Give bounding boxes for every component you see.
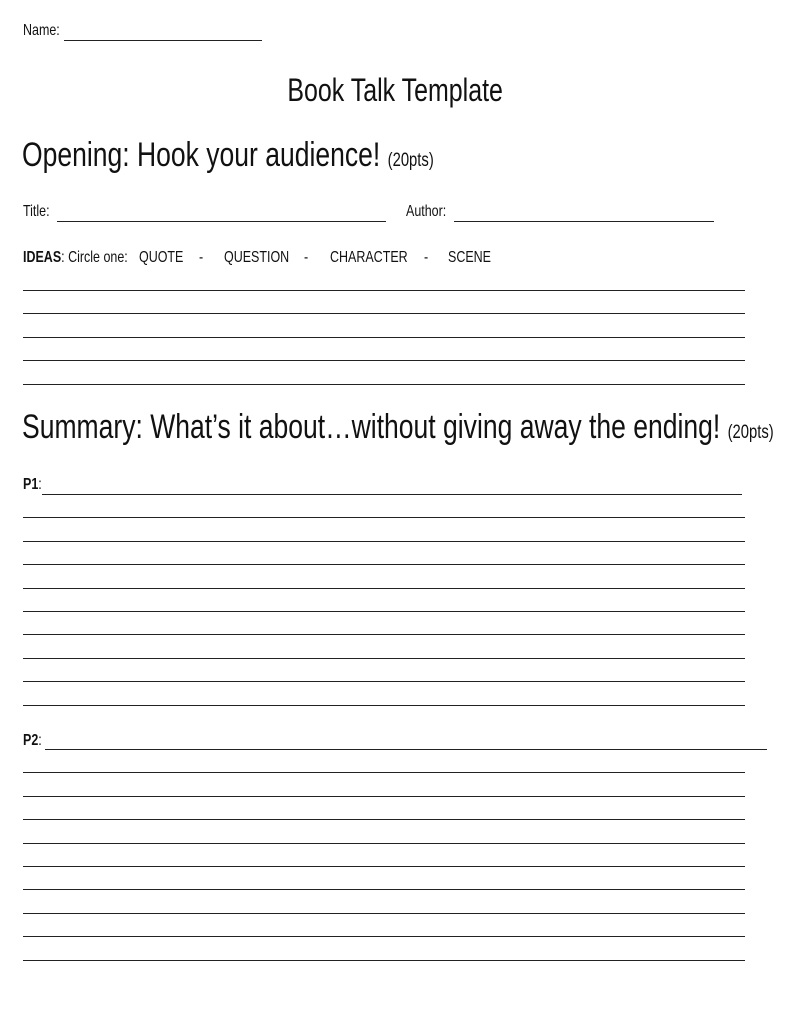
p2-writing-line[interactable] bbox=[23, 866, 745, 867]
title-input-line[interactable] bbox=[57, 221, 386, 222]
idea-separator: - bbox=[199, 249, 204, 266]
p2-writing-line[interactable] bbox=[23, 819, 745, 820]
opening-writing-line[interactable] bbox=[23, 337, 745, 338]
idea-option-quote[interactable]: QUOTE bbox=[139, 249, 184, 266]
author-label: Author: bbox=[406, 203, 447, 220]
idea-option-question[interactable]: QUESTION bbox=[224, 249, 290, 266]
ideas-label: IDEAS bbox=[23, 249, 62, 266]
p1-writing-line[interactable] bbox=[23, 541, 745, 542]
p1-first-line[interactable] bbox=[42, 494, 742, 495]
ideas-prompt: IDEAS: Circle one: bbox=[23, 249, 128, 266]
p2-writing-line[interactable] bbox=[23, 889, 745, 890]
p2-writing-line[interactable] bbox=[23, 796, 745, 797]
p1-writing-line[interactable] bbox=[23, 681, 745, 682]
name-label: Name: bbox=[23, 22, 60, 39]
p1-writing-line[interactable] bbox=[23, 634, 745, 635]
idea-option-scene[interactable]: SCENE bbox=[448, 249, 491, 266]
p1-writing-line[interactable] bbox=[23, 658, 745, 659]
summary-heading: Summary: What’s it about…without giving away the ending! (20pts) bbox=[22, 408, 774, 446]
p1-writing-line[interactable] bbox=[23, 705, 745, 706]
p2-writing-line[interactable] bbox=[23, 936, 745, 937]
p1-writing-line[interactable] bbox=[23, 588, 745, 589]
idea-option-character[interactable]: CHARACTER bbox=[330, 249, 408, 266]
p2-first-line[interactable] bbox=[45, 749, 767, 750]
opening-heading: Opening: Hook your audience! (20pts) bbox=[22, 136, 434, 174]
p2-writing-line[interactable] bbox=[23, 913, 745, 914]
idea-separator: - bbox=[304, 249, 309, 266]
title-label: Title: bbox=[23, 203, 50, 220]
idea-separator: - bbox=[424, 249, 429, 266]
opening-writing-line[interactable] bbox=[23, 313, 745, 314]
p1-writing-line[interactable] bbox=[23, 517, 745, 518]
opening-writing-line[interactable] bbox=[23, 360, 745, 361]
opening-points: (20pts) bbox=[387, 150, 434, 171]
summary-points: (20pts) bbox=[727, 422, 774, 443]
document-title: Book Talk Template bbox=[287, 72, 504, 108]
p1-label: P1: bbox=[23, 476, 42, 493]
opening-writing-line[interactable] bbox=[23, 384, 745, 385]
p1-writing-line[interactable] bbox=[23, 611, 745, 612]
name-input-line[interactable] bbox=[64, 40, 262, 41]
p2-label: P2: bbox=[23, 732, 42, 749]
p2-writing-line[interactable] bbox=[23, 960, 745, 961]
p1-writing-line[interactable] bbox=[23, 564, 745, 565]
p2-writing-line[interactable] bbox=[23, 772, 745, 773]
p2-writing-line[interactable] bbox=[23, 843, 745, 844]
author-input-line[interactable] bbox=[454, 221, 714, 222]
opening-writing-line[interactable] bbox=[23, 290, 745, 291]
